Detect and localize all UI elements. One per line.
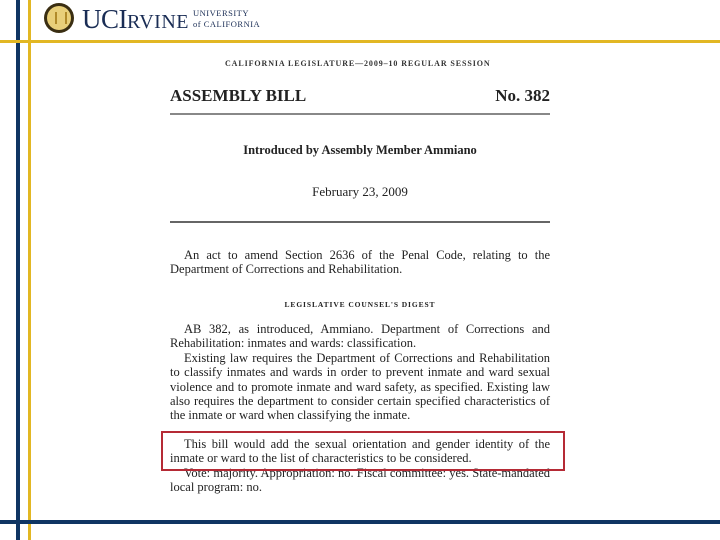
seal-core: [55, 12, 67, 24]
existing-law-text: Existing law requires the Department of Corrections and Rehabilitation to classify inmates and wards in order to prevent inmate and ward sexual violence and to promote inmate and ward safety, as specified. Existing law also requires the department to consider certain specified characteristics of the inmate or ward when classifying the inmate.: [170, 351, 550, 423]
digest-heading: LEGISLATIVE COUNSEL'S DIGEST: [284, 300, 436, 309]
frame-navy-vertical-line: [16, 0, 20, 540]
frame-gold-vertical-line: [28, 0, 31, 540]
bill-title: ASSEMBLY BILL: [170, 86, 307, 105]
logo-sub-line2: of CALIFORNIA: [193, 19, 261, 29]
introduced-by: Introduced by Assembly Member Ammiano: [243, 143, 477, 157]
logo-rest: RVINE: [127, 11, 190, 33]
divider: [170, 113, 550, 115]
bill-change-text: This bill would add the sexual orientation and gender identity of the inmate or ward to the list of characteristics to be considered.: [170, 437, 550, 466]
vote-line: Vote: majority. Appropriation: no. Fiscal committee: yes. State-mandated local program: no.: [170, 466, 550, 495]
frame-navy-horizontal-line: [0, 520, 720, 524]
seal-inner: [47, 6, 71, 30]
bill-date: February 23, 2009: [312, 184, 408, 199]
bill-number: No. 382: [495, 86, 550, 105]
uci-logo-wordmark: [82, 4, 189, 37]
highlight-box: [161, 431, 565, 471]
logo-main: UCI: [82, 4, 127, 34]
act-text: An act to amend Section 2636 of the Penal Code, relating to the Department of Corrections and Rehabilitation.: [170, 248, 550, 277]
divider: [170, 221, 550, 223]
frame-gold-horizontal-line: [0, 40, 720, 43]
ab-summary: AB 382, as introduced, Ammiano. Department of Corrections and Rehabilitation: inmates and wards: classification.: [170, 322, 550, 351]
uc-subtitle: [193, 8, 260, 30]
session-heading: CALIFORNIA LEGISLATURE—2009–10 REGULAR SESSION: [225, 59, 491, 68]
logo-sub-line1: UNIVERSITY: [193, 8, 249, 18]
uc-seal-icon: [44, 3, 74, 33]
